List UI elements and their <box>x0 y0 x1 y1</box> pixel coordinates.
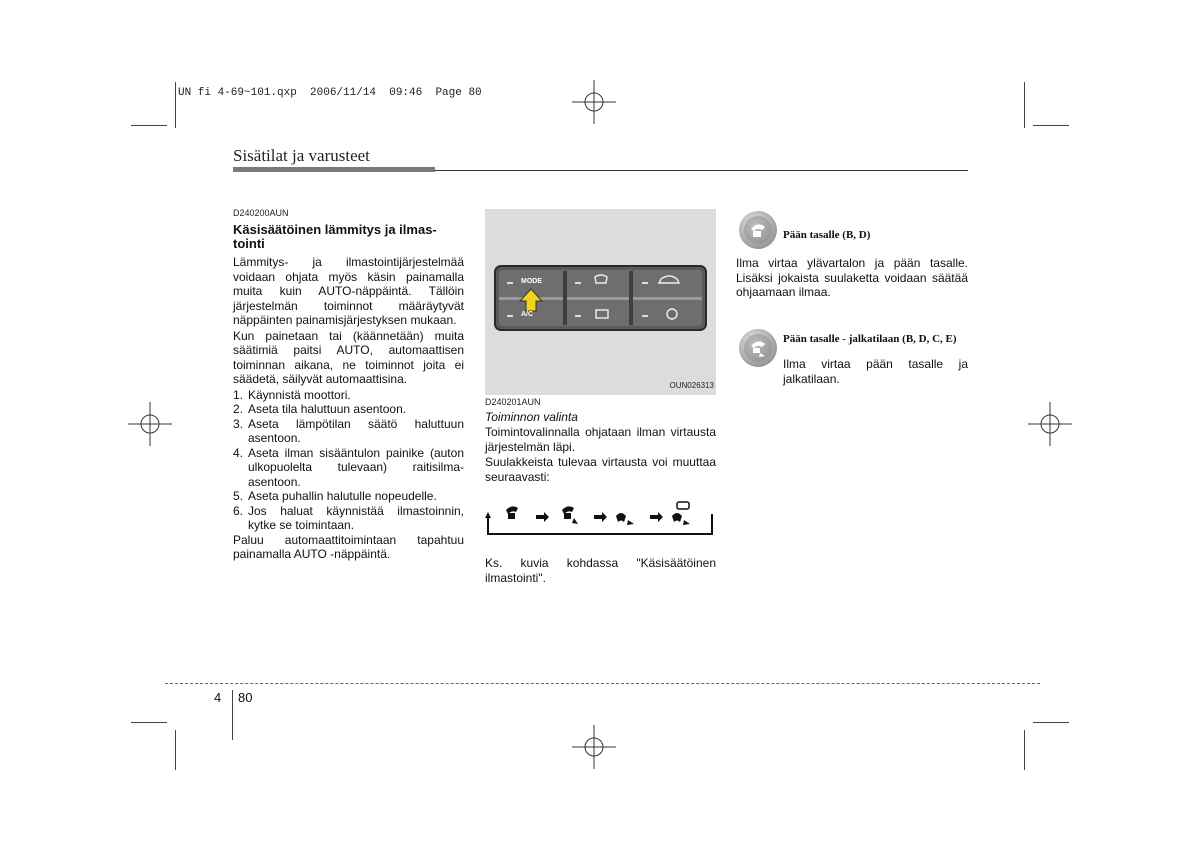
crop-mark <box>131 125 167 126</box>
registration-mark-right <box>1028 402 1072 446</box>
paragraph: Toimintovalinnalla ohjataan ilman virtausta järjestelmän läpi. <box>485 425 716 454</box>
list-item: 4. Aseta ilman sisääntulon painike (auton ulkopuolelta tulevaan) raitisilma-asentoon. <box>233 445 464 489</box>
crop-mark <box>1033 722 1069 723</box>
paragraph: Lämmitys- ja ilmastointijärjestelmää voidaan ohjata myös käsin painamalla muita kuin AUTO-näppäintä. Tällöin järjestelmän toiminnot määräytyvät näppäinten painamisjärjestyksen mukaan. <box>233 255 464 327</box>
control-panel-figure <box>485 209 716 395</box>
list-item: 6. Jos haluat käynnistää ilmastoinnin, kytke se toimintaan. <box>233 503 464 532</box>
item-title: Pään tasalle - jalkatilaan (B, D, C, E) <box>783 333 957 345</box>
crop-mark <box>175 730 176 770</box>
page-number: 80 <box>238 690 253 705</box>
paragraph: Suulakkeista tulevaa virtausta voi muuttaa seuraavasti: <box>485 455 716 484</box>
section-code: D240200AUN <box>233 208 289 218</box>
mode-cycle-diagram <box>484 498 716 542</box>
list-item: 1. Käynnistä moottori. <box>233 387 351 402</box>
figure-code: OUN026313 <box>669 381 714 390</box>
crop-mark <box>1024 82 1025 128</box>
crop-mark <box>131 722 167 723</box>
body-text <box>485 425 716 484</box>
crop-mark <box>1024 730 1025 770</box>
middle-footnote <box>485 556 716 586</box>
section-title: Sisätilat ja varusteet <box>233 146 370 165</box>
face-vent-icon-body <box>508 513 515 519</box>
subheading: Toiminnon valinta <box>485 410 578 424</box>
paragraph: Ks. kuvia kohdassa "Käsisäätöinen ilmastointi". <box>485 556 716 585</box>
page-section: 4 <box>214 690 222 705</box>
climate-control-panel <box>485 209 716 395</box>
ac-label: A/C <box>521 311 534 318</box>
crop-mark <box>232 690 233 740</box>
item-text: Ilma virtaa pään tasalle ja jalkatilaan. <box>783 357 968 386</box>
list-item: 3. Aseta lämpötilan säätö haluttuun asentoon. <box>233 416 464 445</box>
left-column <box>233 208 464 563</box>
section-heading: Käsisäätöinen lämmitys ja ilmas-tointi <box>233 222 437 251</box>
footer-rule <box>165 683 1040 684</box>
registration-mark-left <box>128 402 172 446</box>
list-item: 5. Aseta puhallin halutulle nopeudelle. <box>233 489 437 503</box>
list-item: 2. Aseta tila haluttuun asentoon. <box>233 402 407 416</box>
section-code: D240201AUN <box>485 397 541 407</box>
bi-level-mode-icon <box>739 329 777 367</box>
paragraph: Kun painetaan tai (käännetään) muita säätimiä paitsi AUTO, automaattisen toiminnan aikana, ne toiminnot joita ei säädetä, säilyvät automaattisina. <box>233 328 464 386</box>
print-file-line: UN fi 4-69~101.qxp 2006/11/14 09:46 Page 80 <box>178 87 482 99</box>
body-text <box>233 255 464 562</box>
registration-mark-bottom <box>572 725 616 769</box>
face-vent-icon <box>506 506 518 514</box>
mode-label: MODE <box>521 278 542 285</box>
face-vent-mode-icon <box>739 211 777 249</box>
item-text: Ilma virtaa ylävartalon ja pään tasalle. Lisäksi jokaista suulaketta voidaan säätää ohjaamaan ilmaa. <box>736 256 968 299</box>
crop-mark <box>175 82 176 128</box>
crop-mark <box>1033 125 1069 126</box>
middle-column <box>485 397 716 485</box>
paragraph: Paluu automaattitoimintaan tapahtuu painamalla AUTO -näppäintä. <box>233 532 464 561</box>
item-title: Pään tasalle (B, D) <box>783 229 871 241</box>
header-rule-thick <box>233 167 435 172</box>
steps-list <box>233 388 464 533</box>
registration-mark-top <box>572 80 616 124</box>
